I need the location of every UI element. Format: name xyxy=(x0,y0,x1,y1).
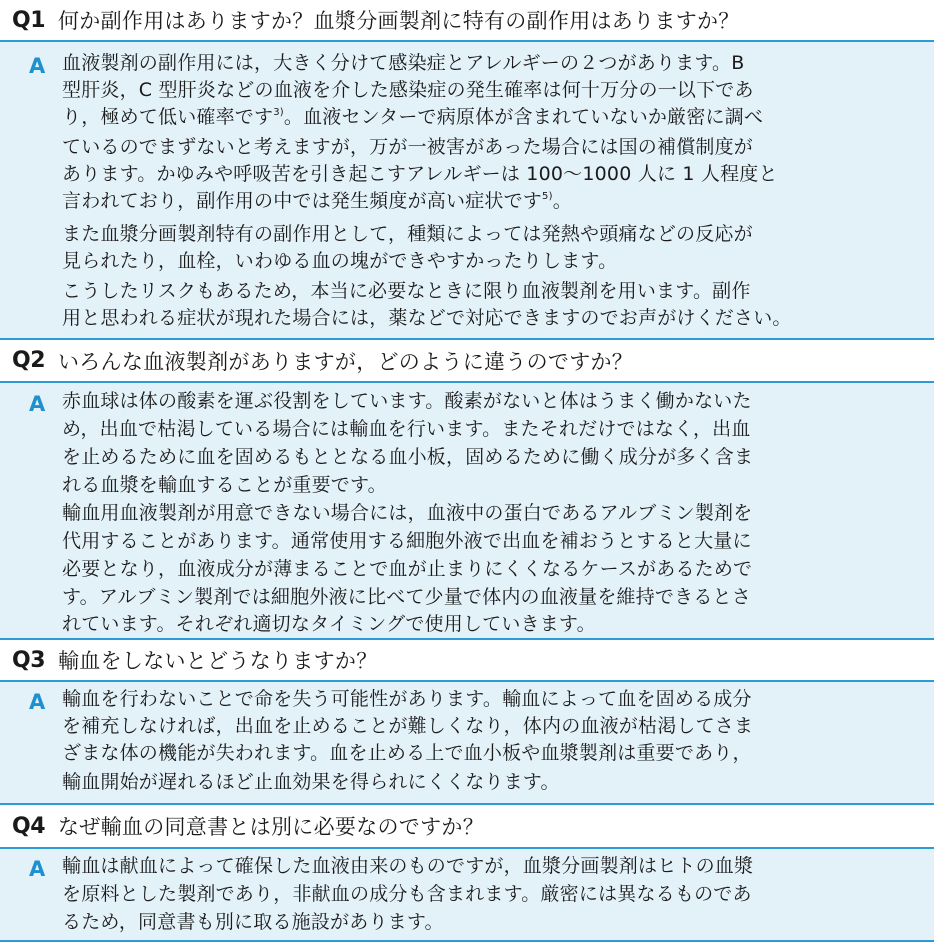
answer-line: こうしたリスクもあるため，本当に必要なときに限り血液製剤を用います。副作 xyxy=(62,280,751,302)
answer-box xyxy=(0,40,934,340)
answer-line: あります。かゆみや呼吸苦を引き起こすアレルギーは 100〜1000 人に 1 人程度と xyxy=(62,163,778,185)
answer-box xyxy=(0,847,934,942)
reference-superscript: 5) xyxy=(542,191,553,202)
answer-line: 見られたり，血栓，いわゆる血の塊ができやすかったりします。 xyxy=(62,250,618,272)
answer-line: 輸血用血液製剤が用意できない場合には，血液中の蛋白であるアルブミン製剤を xyxy=(62,502,753,524)
question-text: いろんな血液製剤がありますが，どのように違うのですか？ xyxy=(58,349,634,374)
answer-text xyxy=(62,682,934,803)
answer-line: 輸血開始が遅れるほど止血効果を得られにくくなります。 xyxy=(62,771,560,793)
answer-line: を止めるために血を固めるもととなる血小板，固めるために働く成分が多く含ま xyxy=(62,446,754,468)
answer-line: を補充しなければ，出血を止めることが難しくなり，体内の血液が枯渇してさま xyxy=(62,715,754,737)
question-number: Q2 xyxy=(12,348,46,373)
question-row xyxy=(0,0,934,40)
answer-line-text: 。 xyxy=(552,190,572,212)
question-row xyxy=(0,640,934,680)
question-number: Q4 xyxy=(12,813,46,839)
answer-box xyxy=(0,680,934,805)
answer-line: れる血漿を輸血することが重要です。 xyxy=(62,474,387,496)
answer-box xyxy=(0,381,934,640)
answer-line: れています。それぞれ適切なタイミングで使用していきます。 xyxy=(62,613,596,635)
answer-line: め，出血で枯渇している場合には輸血を行います。またそれだけではなく，出血 xyxy=(62,418,751,440)
answer-line-text: 言われており，副作用の中では発生頻度が高い症状です xyxy=(62,190,543,212)
question-text: 何か副作用はありますか？血漿分画製剤に特有の副作用はありますか？ xyxy=(58,9,740,33)
answer-line: ているのでまずないと考えますが，万が一被害があった場合には国の補償制度が xyxy=(62,136,754,158)
reference-superscript: 3) xyxy=(273,107,284,118)
answer-line: 輸血を行わないことで命を失う可能性があります。輸血によって血を固める成分 xyxy=(62,688,752,710)
question-number: Q3 xyxy=(12,647,46,673)
answer-line-text: り，極めて低い確率です xyxy=(62,106,274,128)
answer-mark: A xyxy=(29,690,46,714)
answer-line: ざまな体の機能が失われます。血を止める上で血小板や血漿製剤は重要であり， xyxy=(62,742,752,764)
question-text: なぜ輸血の同意書とは別に必要なのですか？ xyxy=(58,815,484,839)
answer-line: るため，同意書も別に取る施設があります。 xyxy=(62,911,444,933)
question-text: 輸血をしないとどうなりますか？ xyxy=(58,649,378,673)
answer-line: 赤血球は体の酸素を運ぶ役割をしています。酸素がないと体はうまく働かないた xyxy=(62,390,752,412)
answer-line: 用と思われる症状が現れた場合には，薬などで対応できますのでお声がけください。 xyxy=(62,307,792,329)
answer-line: 代用することがあります。通常使用する細胞外液で出血を補おうとすると大量に xyxy=(62,530,752,552)
answer-mark: A xyxy=(29,54,46,78)
answer-line: 輸血は献血によって確保した血液由来のものですが，血漿分画製剤はヒトの血漿 xyxy=(62,855,754,877)
answer-mark: A xyxy=(29,392,46,416)
answer-line-text: 。血液センターで病原体が含まれていないか厳密に調べ xyxy=(283,106,764,128)
answer-line: 血液製剤の副作用には，大きく分けて感染症とアレルギーの２つがあります。B xyxy=(62,52,745,74)
answer-line xyxy=(62,105,763,130)
answer-text xyxy=(62,383,934,638)
answer-line: 型肝炎，C 型肝炎などの血液を介した感染症の発生確率は何十万分の一以下であ xyxy=(62,79,754,101)
question-row xyxy=(0,805,934,847)
question-number: Q1 xyxy=(12,7,46,33)
answer-text xyxy=(62,42,934,338)
answer-line: また血漿分画製剤特有の副作用として，種類によっては発熱や頭痛などの反応が xyxy=(62,223,753,245)
answer-text xyxy=(62,849,934,940)
answer-line: す。アルブミン製剤では細胞外液に比べて少量で体内の血液量を維持できるとさ xyxy=(62,586,751,608)
question-row xyxy=(0,340,934,381)
answer-mark: A xyxy=(29,857,46,881)
answer-line xyxy=(62,189,572,214)
answer-line: 必要となり，血液成分が薄まることで血が止まりにくくなるケースがあるためで xyxy=(62,558,753,580)
answer-line: を原料とした製剤であり，非献血の成分も含まれます。厳密には異なるものであ xyxy=(62,883,752,905)
